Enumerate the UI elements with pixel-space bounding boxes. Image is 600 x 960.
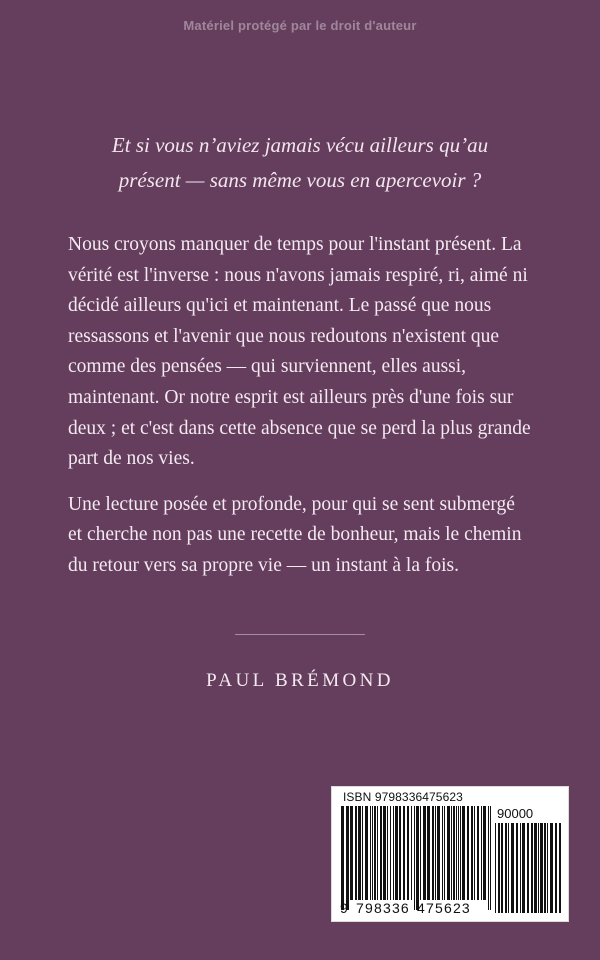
isbn-label: ISBN 9798336475623 <box>343 790 463 804</box>
barcode-bar <box>477 806 479 900</box>
barcode-bar <box>467 806 469 900</box>
barcode-bar <box>550 823 553 913</box>
barcode-bar <box>474 806 475 900</box>
barcode-bar <box>498 823 500 913</box>
barcode-bar <box>522 823 525 913</box>
barcode-bar <box>451 806 452 900</box>
barcode-bar <box>374 806 376 900</box>
barcode-bar <box>399 806 401 900</box>
copyright-watermark-top: Matériel protégé par le droit d'auteur <box>183 18 417 33</box>
barcode-bar <box>547 823 548 913</box>
barcode-bar <box>462 806 465 900</box>
barcode-bar <box>516 823 518 913</box>
barcode-bar <box>362 806 363 900</box>
ean13-barcode <box>341 806 491 910</box>
barcode-bar <box>380 806 382 900</box>
isbn-digits-left: 798336 <box>356 900 410 916</box>
barcode-bar <box>427 806 430 900</box>
barcode-bar <box>435 806 436 900</box>
barcode-bar <box>346 806 349 910</box>
barcode-bar <box>527 823 529 913</box>
barcode-bar <box>355 806 357 900</box>
back-cover-blurb <box>68 230 532 597</box>
section-divider <box>235 634 365 635</box>
barcode-bar <box>534 823 537 913</box>
barcode-bar <box>444 806 445 900</box>
barcode-bar <box>377 806 378 900</box>
barcode-bar <box>520 823 521 913</box>
barcode-bar <box>411 806 412 900</box>
barcode-bar <box>490 806 491 910</box>
barcode-bar <box>544 823 546 913</box>
barcode-bar <box>458 806 459 900</box>
barcode-bar <box>471 806 473 900</box>
barcode-bar <box>365 806 368 900</box>
barcode-bar <box>393 806 394 900</box>
barcode-bar <box>437 806 440 900</box>
barcode-bar <box>416 806 419 910</box>
barcode-bar <box>488 806 489 910</box>
barcode-bar <box>483 806 486 900</box>
barcode-bar <box>407 806 409 900</box>
barcode-bar <box>447 806 450 900</box>
barcode-bar <box>423 806 426 900</box>
barcode-bar <box>501 823 503 913</box>
barcode-bar <box>420 806 421 900</box>
tagline-line-1: Et si vous n’aviez jamais vécu ailleurs qu’au <box>111 133 489 157</box>
barcode-bar <box>432 806 434 900</box>
barcode-bar <box>358 806 361 900</box>
barcode-bar <box>370 806 371 900</box>
barcode-bar <box>414 806 415 910</box>
barcode-bar <box>383 806 386 900</box>
barcode-bar <box>511 823 514 913</box>
isbn-barcode-box <box>331 786 569 922</box>
barcode-bar <box>387 806 388 900</box>
blurb-paragraph-1: Nous croyons manquer de temps pour l'instant présent. La vérité est l'inverse : nous n'avons jamais respiré, ri, aimé ni décidé ailleurs qu'ici et maintenant. Le passé que nous ressassons et l'avenir que nous redoutons n'existent que comme des pensées — qui surviennent, elles aussi, maintenant. Or notre esprit est ailleurs près d'une fois sur deux ; et c'est dans cette absence que se perd la plus grande part de nos vies. <box>68 234 531 470</box>
barcode-bar <box>559 823 561 913</box>
barcode-bar <box>350 806 353 900</box>
tagline-line-2: présent — sans même vous en apercevoir ? <box>118 168 482 192</box>
barcode-bar <box>555 823 557 913</box>
barcode-bar <box>505 823 507 913</box>
barcode-bar <box>456 806 457 900</box>
barcode-bar <box>531 823 533 913</box>
barcode-bar <box>481 806 482 900</box>
barcode-bar <box>341 806 344 910</box>
isbn-digit-first: 9 <box>340 900 349 916</box>
barcode-bar <box>495 823 496 913</box>
barcode-bar <box>372 806 373 900</box>
addon-barcode <box>495 823 561 913</box>
barcode-bar <box>508 823 509 913</box>
barcode-bar <box>442 806 443 900</box>
barcode-bar <box>540 823 543 913</box>
barcode-bar <box>403 806 405 900</box>
isbn-digits-right: 475623 <box>417 900 471 916</box>
tagline <box>40 128 560 198</box>
barcode-bar <box>390 806 391 900</box>
blurb-paragraph-2: Une lecture posée et profonde, pour qui se sent submergé et cherche non pas une recette de bonheur, mais le chemin du retour vers sa propre vie — un instant à la fois. <box>68 493 522 576</box>
author-name: PAUL BRÉMOND <box>206 670 394 691</box>
barcode-bar <box>460 806 461 900</box>
price-code: 90000 <box>497 806 534 821</box>
barcode-bar <box>395 806 398 900</box>
barcode-bar <box>453 806 455 900</box>
barcode-bar <box>538 823 539 913</box>
